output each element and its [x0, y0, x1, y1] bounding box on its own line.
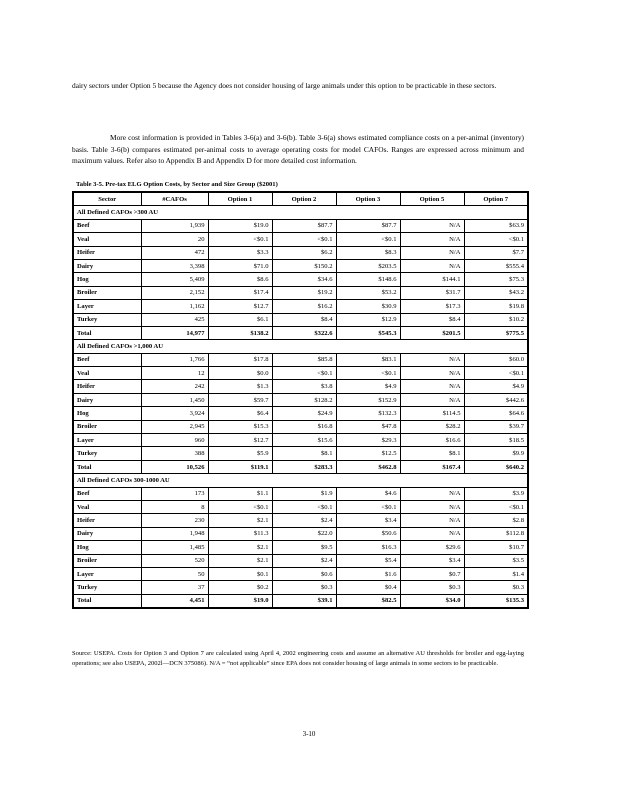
option-1-cell: $71.0	[208, 259, 272, 272]
table-row	[73, 420, 528, 433]
cafos-cell: 20	[141, 233, 208, 246]
option-3-cell: $16.3	[336, 541, 400, 554]
sector-cell: Turkey	[73, 313, 141, 326]
option-1-cell: $12.7	[208, 434, 272, 447]
option-1-cell: $138.2	[208, 326, 272, 339]
table-row	[73, 353, 528, 366]
table-row	[73, 246, 528, 259]
group-title: All Defined CAFOs >1,000 AU	[73, 340, 528, 353]
option-2-cell: $1.9	[272, 487, 336, 500]
table-row	[73, 447, 528, 460]
option-2-cell: $24.9	[272, 407, 336, 420]
cafos-cell: 173	[141, 487, 208, 500]
option-7-cell: $1.4	[464, 567, 528, 580]
option-5-cell: $167.4	[400, 460, 464, 473]
option-2-cell: $19.2	[272, 286, 336, 299]
table-row	[73, 554, 528, 567]
option-2-cell: $15.6	[272, 434, 336, 447]
sector-cell: Veal	[73, 500, 141, 513]
option-5-cell: $16.6	[400, 434, 464, 447]
group-header-row	[73, 206, 528, 219]
sector-cell: Veal	[73, 367, 141, 380]
option-5-cell: N/A	[400, 219, 464, 232]
option-7-cell: $442.6	[464, 393, 528, 406]
option-3-cell: $148.6	[336, 273, 400, 286]
option-5-cell: $28.2	[400, 420, 464, 433]
option-7-cell: $7.7	[464, 246, 528, 259]
cafos-cell: 472	[141, 246, 208, 259]
sector-cell: Hog	[73, 541, 141, 554]
option-1-cell: $119.1	[208, 460, 272, 473]
option-5-cell: $114.5	[400, 407, 464, 420]
option-5-cell: N/A	[400, 246, 464, 259]
option-7-cell: $775.5	[464, 326, 528, 339]
header-sector: Sector	[73, 192, 141, 206]
option-2-cell: $128.2	[272, 393, 336, 406]
option-2-cell: $16.8	[272, 420, 336, 433]
option-2-cell: $39.1	[272, 594, 336, 608]
option-3-cell: <$0.1	[336, 500, 400, 513]
option-7-cell: $3.5	[464, 554, 528, 567]
option-2-cell: $150.2	[272, 259, 336, 272]
option-2-cell: $8.4	[272, 313, 336, 326]
table-row	[73, 567, 528, 580]
option-7-cell: $4.9	[464, 380, 528, 393]
cafos-cell: 3,924	[141, 407, 208, 420]
option-5-cell: $144.1	[400, 273, 464, 286]
table-row	[73, 527, 528, 540]
sector-cell: Beef	[73, 353, 141, 366]
cafos-cell: 3,398	[141, 259, 208, 272]
option-7-cell: $43.2	[464, 286, 528, 299]
sector-cell: Turkey	[73, 581, 141, 594]
table-row	[73, 393, 528, 406]
table-row	[73, 313, 528, 326]
option-7-cell: $640.2	[464, 460, 528, 473]
cafos-cell: 2,152	[141, 286, 208, 299]
table-row	[73, 300, 528, 313]
header-option-7: Option 7	[464, 192, 528, 206]
cafos-cell: 10,526	[141, 460, 208, 473]
sector-cell: Heifer	[73, 380, 141, 393]
option-1-cell: $59.7	[208, 393, 272, 406]
cafos-cell: 1,162	[141, 300, 208, 313]
option-1-cell: $0.1	[208, 567, 272, 580]
cafos-cell: 520	[141, 554, 208, 567]
cafos-cell: 230	[141, 514, 208, 527]
option-3-cell: $4.9	[336, 380, 400, 393]
option-2-cell: $9.5	[272, 541, 336, 554]
option-5-cell: $8.4	[400, 313, 464, 326]
option-3-cell: $53.2	[336, 286, 400, 299]
option-3-cell: $82.5	[336, 594, 400, 608]
total-row	[73, 594, 528, 608]
table-row	[73, 219, 528, 232]
cafos-cell: 5,409	[141, 273, 208, 286]
sector-cell: Hog	[73, 407, 141, 420]
sector-cell: Heifer	[73, 514, 141, 527]
option-1-cell: $8.6	[208, 273, 272, 286]
option-3-cell: <$0.1	[336, 233, 400, 246]
option-1-cell: $2.1	[208, 541, 272, 554]
option-7-cell: $75.3	[464, 273, 528, 286]
option-1-cell: $2.1	[208, 514, 272, 527]
body-paragraph-2: More cost information is provided in Tables 3-6(a) and 3-6(b). Table 3-6(a) shows estimated compliance costs on a per-animal (inventory) basis. Table 3-6(b) compares estimated per-animal costs to average operating costs for model CAFOs. Ranges are expressed across minimum and maximum values. Refer also to Appendix B and Appendix D for more detailed cost information.	[72, 133, 524, 166]
option-7-cell: <$0.1	[464, 500, 528, 513]
option-3-cell: $3.4	[336, 514, 400, 527]
sector-cell: Total	[73, 326, 141, 339]
sector-cell: Beef	[73, 219, 141, 232]
sector-cell: Layer	[73, 434, 141, 447]
table-row	[73, 273, 528, 286]
option-5-cell: $34.0	[400, 594, 464, 608]
sector-cell: Dairy	[73, 393, 141, 406]
option-3-cell: $12.5	[336, 447, 400, 460]
cafos-cell: 242	[141, 380, 208, 393]
option-1-cell: $17.8	[208, 353, 272, 366]
sector-cell: Turkey	[73, 447, 141, 460]
option-1-cell: $6.4	[208, 407, 272, 420]
option-2-cell: <$0.1	[272, 500, 336, 513]
option-3-cell: $12.9	[336, 313, 400, 326]
option-5-cell: $201.5	[400, 326, 464, 339]
sector-cell: Hog	[73, 273, 141, 286]
option-5-cell: N/A	[400, 233, 464, 246]
option-1-cell: $6.1	[208, 313, 272, 326]
option-3-cell: $47.8	[336, 420, 400, 433]
option-5-cell: $0.3	[400, 581, 464, 594]
sector-cell: Broiler	[73, 286, 141, 299]
sector-cell: Heifer	[73, 246, 141, 259]
cafos-cell: 8	[141, 500, 208, 513]
cafos-cell: 12	[141, 367, 208, 380]
option-3-cell: $152.9	[336, 393, 400, 406]
sector-cell: Broiler	[73, 420, 141, 433]
option-3-cell: $0.4	[336, 581, 400, 594]
cafos-cell: 425	[141, 313, 208, 326]
option-2-cell: $34.6	[272, 273, 336, 286]
header-option-5: Option 5	[400, 192, 464, 206]
cafos-cell: 2,945	[141, 420, 208, 433]
sector-cell: Veal	[73, 233, 141, 246]
option-7-cell: $19.8	[464, 300, 528, 313]
option-1-cell: $5.9	[208, 447, 272, 460]
option-7-cell: $18.5	[464, 434, 528, 447]
table-row	[73, 380, 528, 393]
table-row	[73, 434, 528, 447]
option-2-cell: $85.8	[272, 353, 336, 366]
cafos-cell: 37	[141, 581, 208, 594]
option-5-cell: $29.6	[400, 541, 464, 554]
option-5-cell: N/A	[400, 514, 464, 527]
option-1-cell: $0.0	[208, 367, 272, 380]
option-2-cell: $2.4	[272, 554, 336, 567]
option-5-cell: N/A	[400, 527, 464, 540]
option-3-cell: $132.3	[336, 407, 400, 420]
cafos-cell: 960	[141, 434, 208, 447]
table-body	[73, 206, 528, 608]
option-5-cell: $31.7	[400, 286, 464, 299]
option-2-cell: <$0.1	[272, 233, 336, 246]
option-5-cell: N/A	[400, 367, 464, 380]
option-3-cell: $30.9	[336, 300, 400, 313]
option-1-cell: <$0.1	[208, 500, 272, 513]
option-7-cell: $39.7	[464, 420, 528, 433]
option-1-cell: $3.3	[208, 246, 272, 259]
sector-cell: Broiler	[73, 554, 141, 567]
option-5-cell: N/A	[400, 487, 464, 500]
option-2-cell: $322.6	[272, 326, 336, 339]
table-row	[73, 500, 528, 513]
sector-cell: Total	[73, 594, 141, 608]
option-5-cell: $3.4	[400, 554, 464, 567]
option-1-cell: $19.0	[208, 219, 272, 232]
cafos-cell: 50	[141, 567, 208, 580]
option-7-cell: $63.9	[464, 219, 528, 232]
header-option-2: Option 2	[272, 192, 336, 206]
option-3-cell: $5.4	[336, 554, 400, 567]
option-3-cell: $83.1	[336, 353, 400, 366]
cost-table	[72, 191, 529, 609]
option-5-cell: N/A	[400, 259, 464, 272]
option-3-cell: $87.7	[336, 219, 400, 232]
table-header-row	[73, 192, 528, 206]
option-1-cell: $1.3	[208, 380, 272, 393]
table-row	[73, 407, 528, 420]
option-3-cell: $4.6	[336, 487, 400, 500]
option-7-cell: $3.9	[464, 487, 528, 500]
table-row	[73, 581, 528, 594]
option-3-cell: $50.6	[336, 527, 400, 540]
option-3-cell: $8.3	[336, 246, 400, 259]
cafos-cell: 1,450	[141, 393, 208, 406]
cafos-cell: 1,939	[141, 219, 208, 232]
option-7-cell: $60.0	[464, 353, 528, 366]
option-1-cell: $11.3	[208, 527, 272, 540]
option-1-cell: $15.3	[208, 420, 272, 433]
option-1-cell: $2.1	[208, 554, 272, 567]
header-option-3: Option 3	[336, 192, 400, 206]
option-2-cell: $16.2	[272, 300, 336, 313]
option-5-cell: $17.3	[400, 300, 464, 313]
table-row	[73, 259, 528, 272]
option-2-cell: $87.7	[272, 219, 336, 232]
option-3-cell: $203.5	[336, 259, 400, 272]
option-1-cell: $17.4	[208, 286, 272, 299]
option-7-cell: $0.3	[464, 581, 528, 594]
option-3-cell: <$0.1	[336, 367, 400, 380]
option-7-cell: $2.8	[464, 514, 528, 527]
option-2-cell: $0.6	[272, 567, 336, 580]
group-title: All Defined CAFOs >300 AU	[73, 206, 528, 219]
group-title: All Defined CAFOs 300-1000 AU	[73, 474, 528, 487]
total-row	[73, 460, 528, 473]
option-7-cell: <$0.1	[464, 233, 528, 246]
source-note: Source: USEPA. Costs for Option 3 and Option 7 are calculated using April 4, 2002 engineering costs and assume an alternative AU thresholds for broiler and egg-laying operations; see also USEPA, 2002l—DCN 375086). N/A = “not applicable” since EPA does not consider housing of large animals in some sectors to be practicable.	[72, 650, 524, 667]
option-2-cell: $0.3	[272, 581, 336, 594]
option-1-cell: $19.0	[208, 594, 272, 608]
table-row	[73, 367, 528, 380]
option-7-cell: $9.9	[464, 447, 528, 460]
total-row	[73, 326, 528, 339]
group-header-row	[73, 474, 528, 487]
option-1-cell: $12.7	[208, 300, 272, 313]
option-2-cell: $283.3	[272, 460, 336, 473]
option-3-cell: $1.6	[336, 567, 400, 580]
cafos-cell: 14,977	[141, 326, 208, 339]
table-row	[73, 286, 528, 299]
option-7-cell: $135.3	[464, 594, 528, 608]
cafos-cell: 388	[141, 447, 208, 460]
option-3-cell: $29.3	[336, 434, 400, 447]
option-2-cell: <$0.1	[272, 367, 336, 380]
option-5-cell: N/A	[400, 393, 464, 406]
table-caption: Table 3-5. Pre-tax ELG Option Costs, by Sector and Size Group ($2001)	[76, 181, 278, 188]
table-row	[73, 487, 528, 500]
cafos-cell: 1,766	[141, 353, 208, 366]
cafos-cell: 4,451	[141, 594, 208, 608]
header-option-1: Option 1	[208, 192, 272, 206]
option-5-cell: N/A	[400, 380, 464, 393]
option-2-cell: $6.2	[272, 246, 336, 259]
option-5-cell: N/A	[400, 353, 464, 366]
table-row	[73, 514, 528, 527]
option-1-cell: <$0.1	[208, 233, 272, 246]
sector-cell: Layer	[73, 300, 141, 313]
option-1-cell: $1.1	[208, 487, 272, 500]
cafos-cell: 1,485	[141, 541, 208, 554]
page-number: 3-10	[302, 730, 316, 738]
header-cafos: #CAFOs	[141, 192, 208, 206]
cafos-cell: 1,948	[141, 527, 208, 540]
table-row	[73, 233, 528, 246]
option-2-cell: $8.1	[272, 447, 336, 460]
option-5-cell: N/A	[400, 500, 464, 513]
option-7-cell: $10.2	[464, 313, 528, 326]
option-2-cell: $3.8	[272, 380, 336, 393]
option-7-cell: <$0.1	[464, 367, 528, 380]
option-3-cell: $462.8	[336, 460, 400, 473]
sector-cell: Dairy	[73, 527, 141, 540]
body-paragraph-1: dairy sectors under Option 5 because the Agency does not consider housing of large animals under this option to be practicable in these sectors.	[72, 81, 497, 91]
table-row	[73, 541, 528, 554]
option-7-cell: $555.4	[464, 259, 528, 272]
sector-cell: Beef	[73, 487, 141, 500]
group-header-row	[73, 340, 528, 353]
sector-cell: Total	[73, 460, 141, 473]
option-2-cell: $2.4	[272, 514, 336, 527]
sector-cell: Dairy	[73, 259, 141, 272]
option-7-cell: $112.8	[464, 527, 528, 540]
option-5-cell: $8.1	[400, 447, 464, 460]
option-7-cell: $10.7	[464, 541, 528, 554]
option-1-cell: $0.2	[208, 581, 272, 594]
option-7-cell: $64.6	[464, 407, 528, 420]
option-3-cell: $545.3	[336, 326, 400, 339]
option-2-cell: $22.0	[272, 527, 336, 540]
sector-cell: Layer	[73, 567, 141, 580]
option-5-cell: $0.7	[400, 567, 464, 580]
